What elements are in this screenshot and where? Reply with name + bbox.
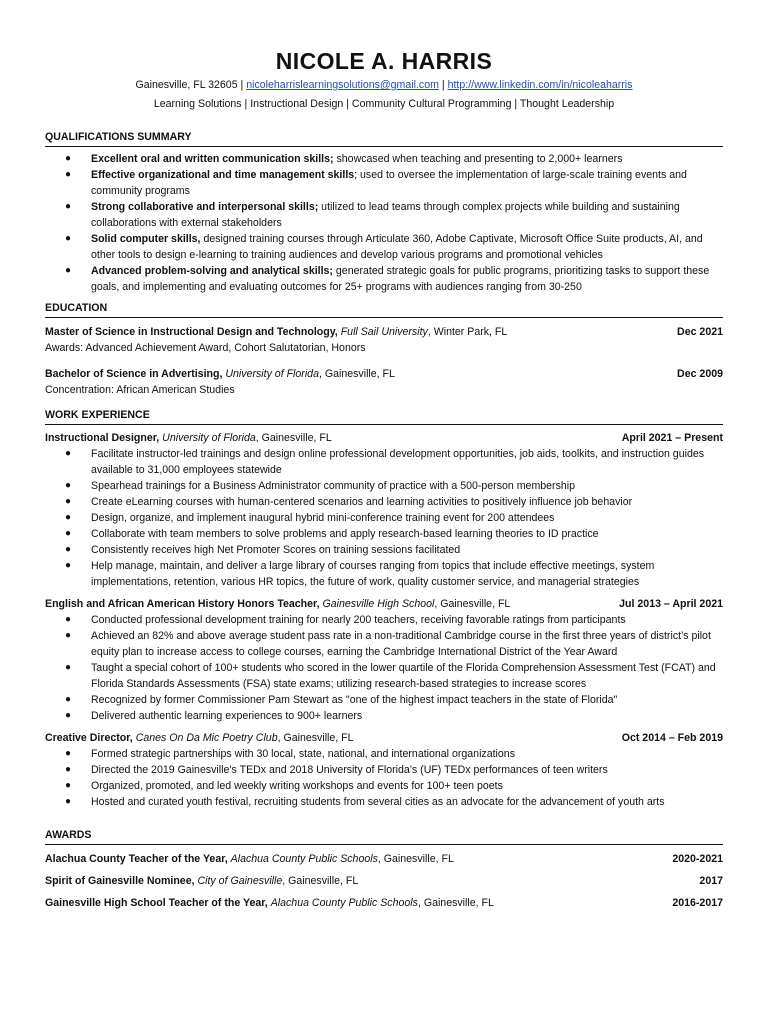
linkedin-link[interactable]: http://www.linkedin.com/in/nicoleaharris [447, 79, 633, 91]
entry-row [45, 366, 723, 382]
list-item [45, 446, 723, 478]
qualification-heading: Excellent oral and written communication skills; [91, 153, 334, 165]
bullet-text: Consistently receives high Net Promoter Scores on training sessions facilitated [91, 544, 461, 556]
bullet-icon: ● [65, 512, 72, 523]
entry-row [45, 430, 723, 446]
award-date: 2017 [699, 875, 723, 887]
location: , Winter Park, FL [427, 326, 508, 338]
list-item [45, 494, 723, 510]
list-item [45, 708, 723, 724]
job-date: Oct 2014 – Feb 2019 [621, 732, 723, 744]
qualification-heading: Strong collaborative and interpersonal skills; [91, 201, 319, 213]
location: , Gainesville, FL [318, 368, 395, 380]
job-entry [45, 596, 723, 724]
candidate-name: NICOLE A. HARRIS [275, 48, 493, 74]
list-item [45, 558, 723, 590]
bullet-icon: ● [65, 748, 72, 759]
bullet-icon: ● [65, 710, 72, 721]
bullet-text: Recognized by former Commissioner Pam Stewart as "one of the highest impact teachers in the state of Florida" [91, 694, 618, 706]
education-list [45, 324, 723, 398]
bullet-icon: ● [65, 448, 72, 459]
bullet-icon: ● [65, 630, 72, 641]
list-item [45, 692, 723, 708]
education-entry [45, 324, 723, 356]
job-date: Jul 2013 – April 2021 [619, 598, 723, 610]
bullet-text: Formed strategic partnerships with 30 local, state, national, and international organizations [91, 748, 515, 760]
list-item [45, 794, 723, 810]
organization: University of Florida [162, 432, 256, 444]
list-item [45, 478, 723, 494]
separator: | [438, 79, 448, 91]
entry-row [45, 324, 723, 340]
bullet-icon: ● [65, 528, 72, 539]
qualification-heading: Effective organizational and time management skills [91, 169, 355, 181]
award-entry [45, 895, 723, 911]
qualification-heading: Advanced problem-solving and analytical skills; [91, 265, 333, 277]
bullet-text: Hosted and curated youth festival, recruiting students from several cities as an advocate for the advancement of youth arts [91, 796, 665, 808]
bullet-icon: ● [65, 780, 72, 791]
list-item [45, 660, 723, 692]
qualifications-list [45, 151, 723, 295]
qualification-text: ; used to oversee the implementation of large-scale training events and community programs [91, 169, 687, 197]
job-entry [45, 730, 723, 810]
list-item [45, 628, 723, 660]
bullet-icon: ● [65, 233, 72, 244]
bullet-icon: ● [65, 614, 72, 625]
bullet-icon: ● [65, 764, 72, 775]
award-org: Alachua County Public Schools [230, 853, 378, 865]
bullet-icon: ● [65, 544, 72, 555]
bullet-icon: ● [65, 169, 72, 180]
bullet-icon: ● [65, 201, 72, 212]
role: English and African American History Honors Teacher, [45, 598, 320, 610]
separator: | [237, 79, 247, 91]
list-item [45, 510, 723, 526]
role: Instructional Designer, [45, 432, 160, 444]
degree: Master of Science in Instructional Design and Technology, [45, 326, 338, 338]
awards-list [45, 851, 723, 911]
list-item [45, 542, 723, 558]
bullet-text: Achieved an 82% and above average student pass rate in a non-traditional Cambridge course in the first three years of district’s pilot equity plan to increase access to college courses, earning the Cambridge International District of the Year Award [91, 630, 711, 658]
bullet-icon: ● [65, 694, 72, 705]
list-item [45, 151, 723, 167]
award-date: 2020-2021 [672, 853, 723, 865]
organization: Gainesville High School [322, 598, 435, 610]
location: , Gainesville, FL [277, 732, 354, 744]
award-name: Alachua County Teacher of the Year, [45, 853, 228, 865]
list-item [45, 199, 723, 231]
section-title: AWARDS [45, 828, 723, 845]
qualification-text: designed training courses through Articulate 360, Adobe Captivate, Microsoft Office Suite products, AI, and other tools to design e-learning to training audiences and develop various programs and promotional vehicles [91, 233, 703, 261]
qualification-text: utilized to lead teams through complex projects while building and sustaining collaborations with external stakeholders [91, 201, 680, 229]
bullet-icon: ● [65, 796, 72, 807]
list-item [45, 526, 723, 542]
bullet-icon: ● [65, 496, 72, 507]
bullet-text: Spearhead trainings for a Business Administrator community of practice with a 500-person membership [91, 480, 576, 492]
bullet-text: Taught a special cohort of 100+ students who scored in the lower quartile of the Florida Comprehension Assessment Test (FCAT) and Florida Standards Assessments (FSA) state exams; utilizing research-based strategies to increase scores [91, 662, 716, 690]
role: Creative Director, [45, 732, 133, 744]
qualification-text: showcased when teaching and presenting to 2,000+ learners [333, 153, 623, 165]
work-section [45, 408, 723, 810]
award-title [45, 873, 358, 889]
bullet-text: Facilitate instructor-led trainings and design online professional development opportunities, job aids, toolkits, and instruction guides available to 31,000 employees statewide [91, 448, 705, 476]
list-item [45, 612, 723, 628]
education-section [45, 301, 723, 398]
list-item [45, 167, 723, 199]
section-title: WORK EXPERIENCE [45, 408, 723, 425]
award-org: Alachua County Public Schools [270, 897, 418, 909]
bullet-icon: ● [65, 480, 72, 491]
job-bullets [45, 746, 723, 810]
job-bullets [45, 446, 723, 590]
location: , Gainesville, FL [282, 875, 359, 887]
entry-row [45, 730, 723, 746]
job-title [45, 730, 354, 746]
awards-section [45, 828, 723, 911]
bullet-text: Organized, promoted, and led weekly writing workshops and events for 100+ teen poets [91, 780, 503, 792]
award-org: City of Gainesville [197, 875, 283, 887]
tagline: Learning Solutions | Instructional Design | Community Cultural Programming | Thought Leadership [153, 98, 615, 110]
bullet-text: Delivered authentic learning experiences to 900+ learners [91, 710, 363, 722]
entry-title [45, 366, 395, 382]
email-link[interactable]: nicoleharrislearningsolutions@gmail.com [246, 79, 439, 91]
school: University of Florida [225, 368, 319, 380]
entry-detail: Concentration: African American Studies [45, 384, 235, 396]
location: Gainesville, FL 32605 [135, 79, 238, 91]
bullet-text: Design, organize, and implement inaugural hybrid mini-conference training event for 200 attendees [91, 512, 555, 524]
school: Full Sail University [340, 326, 428, 338]
section-title: EDUCATION [45, 301, 723, 318]
work-list [45, 430, 723, 810]
list-item [45, 263, 723, 295]
bullet-text: Collaborate with team members to solve problems and apply research-based learning theories to ID practice [91, 528, 599, 540]
bullet-icon: ● [65, 153, 72, 164]
location: , Gainesville, FL [377, 853, 454, 865]
bullet-icon: ● [65, 662, 72, 673]
bullet-text: Conducted professional development training for nearly 200 teachers, receiving favorable ratings from participants [91, 614, 626, 626]
job-entry [45, 430, 723, 590]
entry-detail: Awards: Advanced Achievement Award, Cohort Salutatorian, Honors [45, 342, 366, 354]
bullet-icon: ● [65, 265, 72, 276]
location: , Gainesville, FL [434, 598, 511, 610]
list-item [45, 762, 723, 778]
award-name: Spirit of Gainesville Nominee, [45, 875, 195, 887]
job-date: April 2021 – Present [621, 432, 723, 444]
entry-date: Dec 2021 [677, 326, 723, 338]
education-entry [45, 366, 723, 398]
entry-title [45, 324, 507, 340]
job-title [45, 596, 510, 612]
entry-date: Dec 2009 [677, 368, 723, 380]
job-title [45, 430, 332, 446]
list-item [45, 778, 723, 794]
section-title: QUALIFICATIONS SUMMARY [45, 130, 723, 147]
degree: Bachelor of Science in Advertising, [45, 368, 223, 380]
contact-line [0, 78, 768, 93]
resume-header [0, 0, 768, 112]
award-title [45, 851, 454, 867]
award-date: 2016-2017 [672, 897, 723, 909]
list-item [45, 231, 723, 263]
qualification-heading: Solid computer skills, [91, 233, 201, 245]
qualifications-section [45, 130, 723, 295]
bullet-text: Directed the 2019 Gainesville’s TEDx and 2018 University of Florida’s (UF) TEDx performances of teen writers [91, 764, 608, 776]
award-entry [45, 851, 723, 867]
location: , Gainesville, FL [417, 897, 494, 909]
award-title [45, 895, 494, 911]
award-entry [45, 873, 723, 889]
location: , Gainesville, FL [255, 432, 332, 444]
award-name: Gainesville High School Teacher of the Year, [45, 897, 268, 909]
organization: Canes On Da Mic Poetry Club [135, 732, 278, 744]
bullet-text: Create eLearning courses with human-centered scenarios and learning activities to positively influence job behavior [91, 496, 633, 508]
list-item [45, 746, 723, 762]
job-bullets [45, 612, 723, 724]
qualification-text: generated strategic goals for public programs, prioritizing tasks to support these goals, and implementing and evaluating outcomes for 25+ programs with audiences ranging from 30-250 [91, 265, 710, 293]
bullet-text: Help manage, maintain, and deliver a large library of courses ranging from topics that include effective meetings, system implementations, retention, various HR topics, the future of work, quality customer service, and managerial strategies [91, 560, 655, 588]
bullet-icon: ● [65, 560, 72, 571]
entry-row [45, 596, 723, 612]
